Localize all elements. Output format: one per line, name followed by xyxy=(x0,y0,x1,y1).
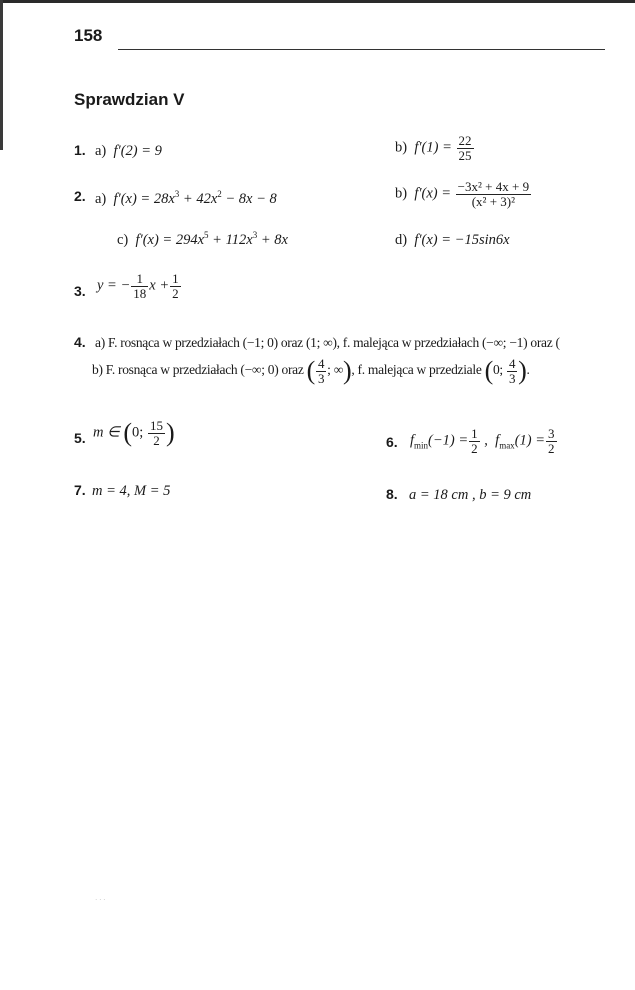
item-2c-label: c) xyxy=(117,231,129,248)
item-4b-text2: , f. malejąca w przedziale xyxy=(351,362,482,378)
item-3-fraction-1: $\frac{1}{18}$ xyxy=(133,271,147,301)
item-2a-part3: − 8x − 8 xyxy=(221,190,277,207)
item-2b-label: b) xyxy=(395,185,408,202)
item-8-expr xyxy=(409,487,531,504)
item-6-f-min: f xyxy=(410,432,415,449)
item-8-text: a = 18 cm , b = 9 cm xyxy=(409,487,532,503)
item-4a xyxy=(95,335,560,351)
item-1b-label: b) xyxy=(395,139,408,156)
item-2c-part: f′(x) = 294x xyxy=(135,231,205,248)
item-6-expr xyxy=(410,427,558,455)
item-3-lhs: y = − xyxy=(97,277,131,294)
item-5-fraction: $\frac{15}{2}$ xyxy=(149,418,163,448)
item-4b-end: . xyxy=(526,362,530,378)
item-4a-label: a) xyxy=(95,335,105,350)
item-5-number: 5. xyxy=(74,430,86,446)
item-5-zero: 0; xyxy=(132,424,144,441)
item-6-sub-min: min xyxy=(414,440,429,451)
item-1-number: 1. xyxy=(74,142,86,158)
item-2b-lhs: f′(x) = xyxy=(414,185,452,202)
item-1b xyxy=(395,134,475,162)
item-6-arg-max: (1) = xyxy=(514,432,546,449)
item-4b: b) F. rosnąca w przedziałach (−∞; 0) oraz ( $\frac{4}{3}$ ; ∞), f. malejąca w przedziale (0; $\frac{4}{3}$ ). xyxy=(92,356,530,386)
scan-edge-top xyxy=(0,0,635,3)
item-1a xyxy=(95,143,162,160)
item-6-sub-max: max xyxy=(499,440,515,451)
header-rule xyxy=(118,49,605,50)
item-2a-part2: + 42x xyxy=(179,190,218,207)
item-4b-infinity: ; ∞ xyxy=(327,362,344,378)
item-2c-part3: + 8x xyxy=(257,231,288,248)
item-7-text: m = 4, M = 5 xyxy=(92,483,171,499)
item-1b-lhs: f′(1) = xyxy=(414,139,452,156)
item-4b-fraction-1: $\frac{4}{3}$ xyxy=(317,356,325,386)
item-4b-text: F. rosnąca w przedziałach (−∞; 0) oraz xyxy=(105,362,304,378)
item-2a-label: a) xyxy=(95,190,107,207)
item-2a xyxy=(95,189,277,208)
item-6-fraction-1: $\frac{1}{2}$ xyxy=(471,426,478,456)
item-2d-expr: f′(x) = −15sin6x xyxy=(414,232,510,248)
item-1b-fraction: $\frac{22}{25}$ xyxy=(458,133,472,163)
item-6-separator: , xyxy=(484,432,488,449)
item-2c-part2: + 112x xyxy=(208,231,253,248)
item-3-number: 3. xyxy=(74,283,86,299)
item-4b-fraction-2: $\frac{4}{3}$ xyxy=(508,356,516,386)
item-5-expr: m ∈ (0; $\frac{15}{2}$ ) xyxy=(93,418,175,448)
item-2a-exp2: 2 xyxy=(217,189,222,199)
page-number: 158 xyxy=(74,26,103,45)
item-2b xyxy=(395,180,532,208)
item-4-number: 4. xyxy=(74,334,86,350)
section-title: Sprawdzian V xyxy=(74,90,185,109)
item-2a-part: f′(x) = 28x xyxy=(113,190,175,207)
item-2d xyxy=(395,232,510,249)
item-4b-zero: 0; xyxy=(492,362,503,378)
item-2c xyxy=(117,230,288,249)
scan-speck: · · · xyxy=(95,896,106,904)
item-2a-exp1: 3 xyxy=(174,189,180,199)
scan-edge-left xyxy=(0,0,3,150)
item-4b-label: b) xyxy=(92,362,103,378)
item-2d-label: d) xyxy=(395,232,408,248)
item-2c-exp1: 5 xyxy=(204,230,209,240)
item-7-expr xyxy=(92,483,170,500)
item-2c-exp2: 3 xyxy=(252,230,258,240)
item-6-f-max: f xyxy=(495,432,500,449)
item-2b-fraction: $\frac{\text{−3x² + 4x + 9}}{\text{(x² + 3)²}}$ xyxy=(457,179,530,209)
item-5-lhs: m ∈ xyxy=(93,424,120,441)
item-2-number: 2. xyxy=(74,188,86,204)
item-6-fraction-2: $\frac{3}{2}$ xyxy=(548,426,555,456)
item-1a-label: a) xyxy=(95,143,107,159)
item-6-number: 6. xyxy=(386,434,398,450)
item-3-expr xyxy=(97,272,182,300)
item-8-number: 8. xyxy=(386,486,398,502)
item-1a-expr: f′(2) = 9 xyxy=(113,143,162,159)
item-3-mid: x + xyxy=(149,277,170,294)
item-3-fraction-2: $\frac{1}{2}$ xyxy=(172,271,179,301)
item-7-number: 7. xyxy=(74,482,86,498)
item-4a-text: F. rosnąca w przedziałach (−1; 0) oraz (1; ∞), f. malejąca w przedziałach (−∞; −1) oraz ( xyxy=(107,335,560,350)
item-6-arg-min: (−1) = xyxy=(428,432,469,449)
